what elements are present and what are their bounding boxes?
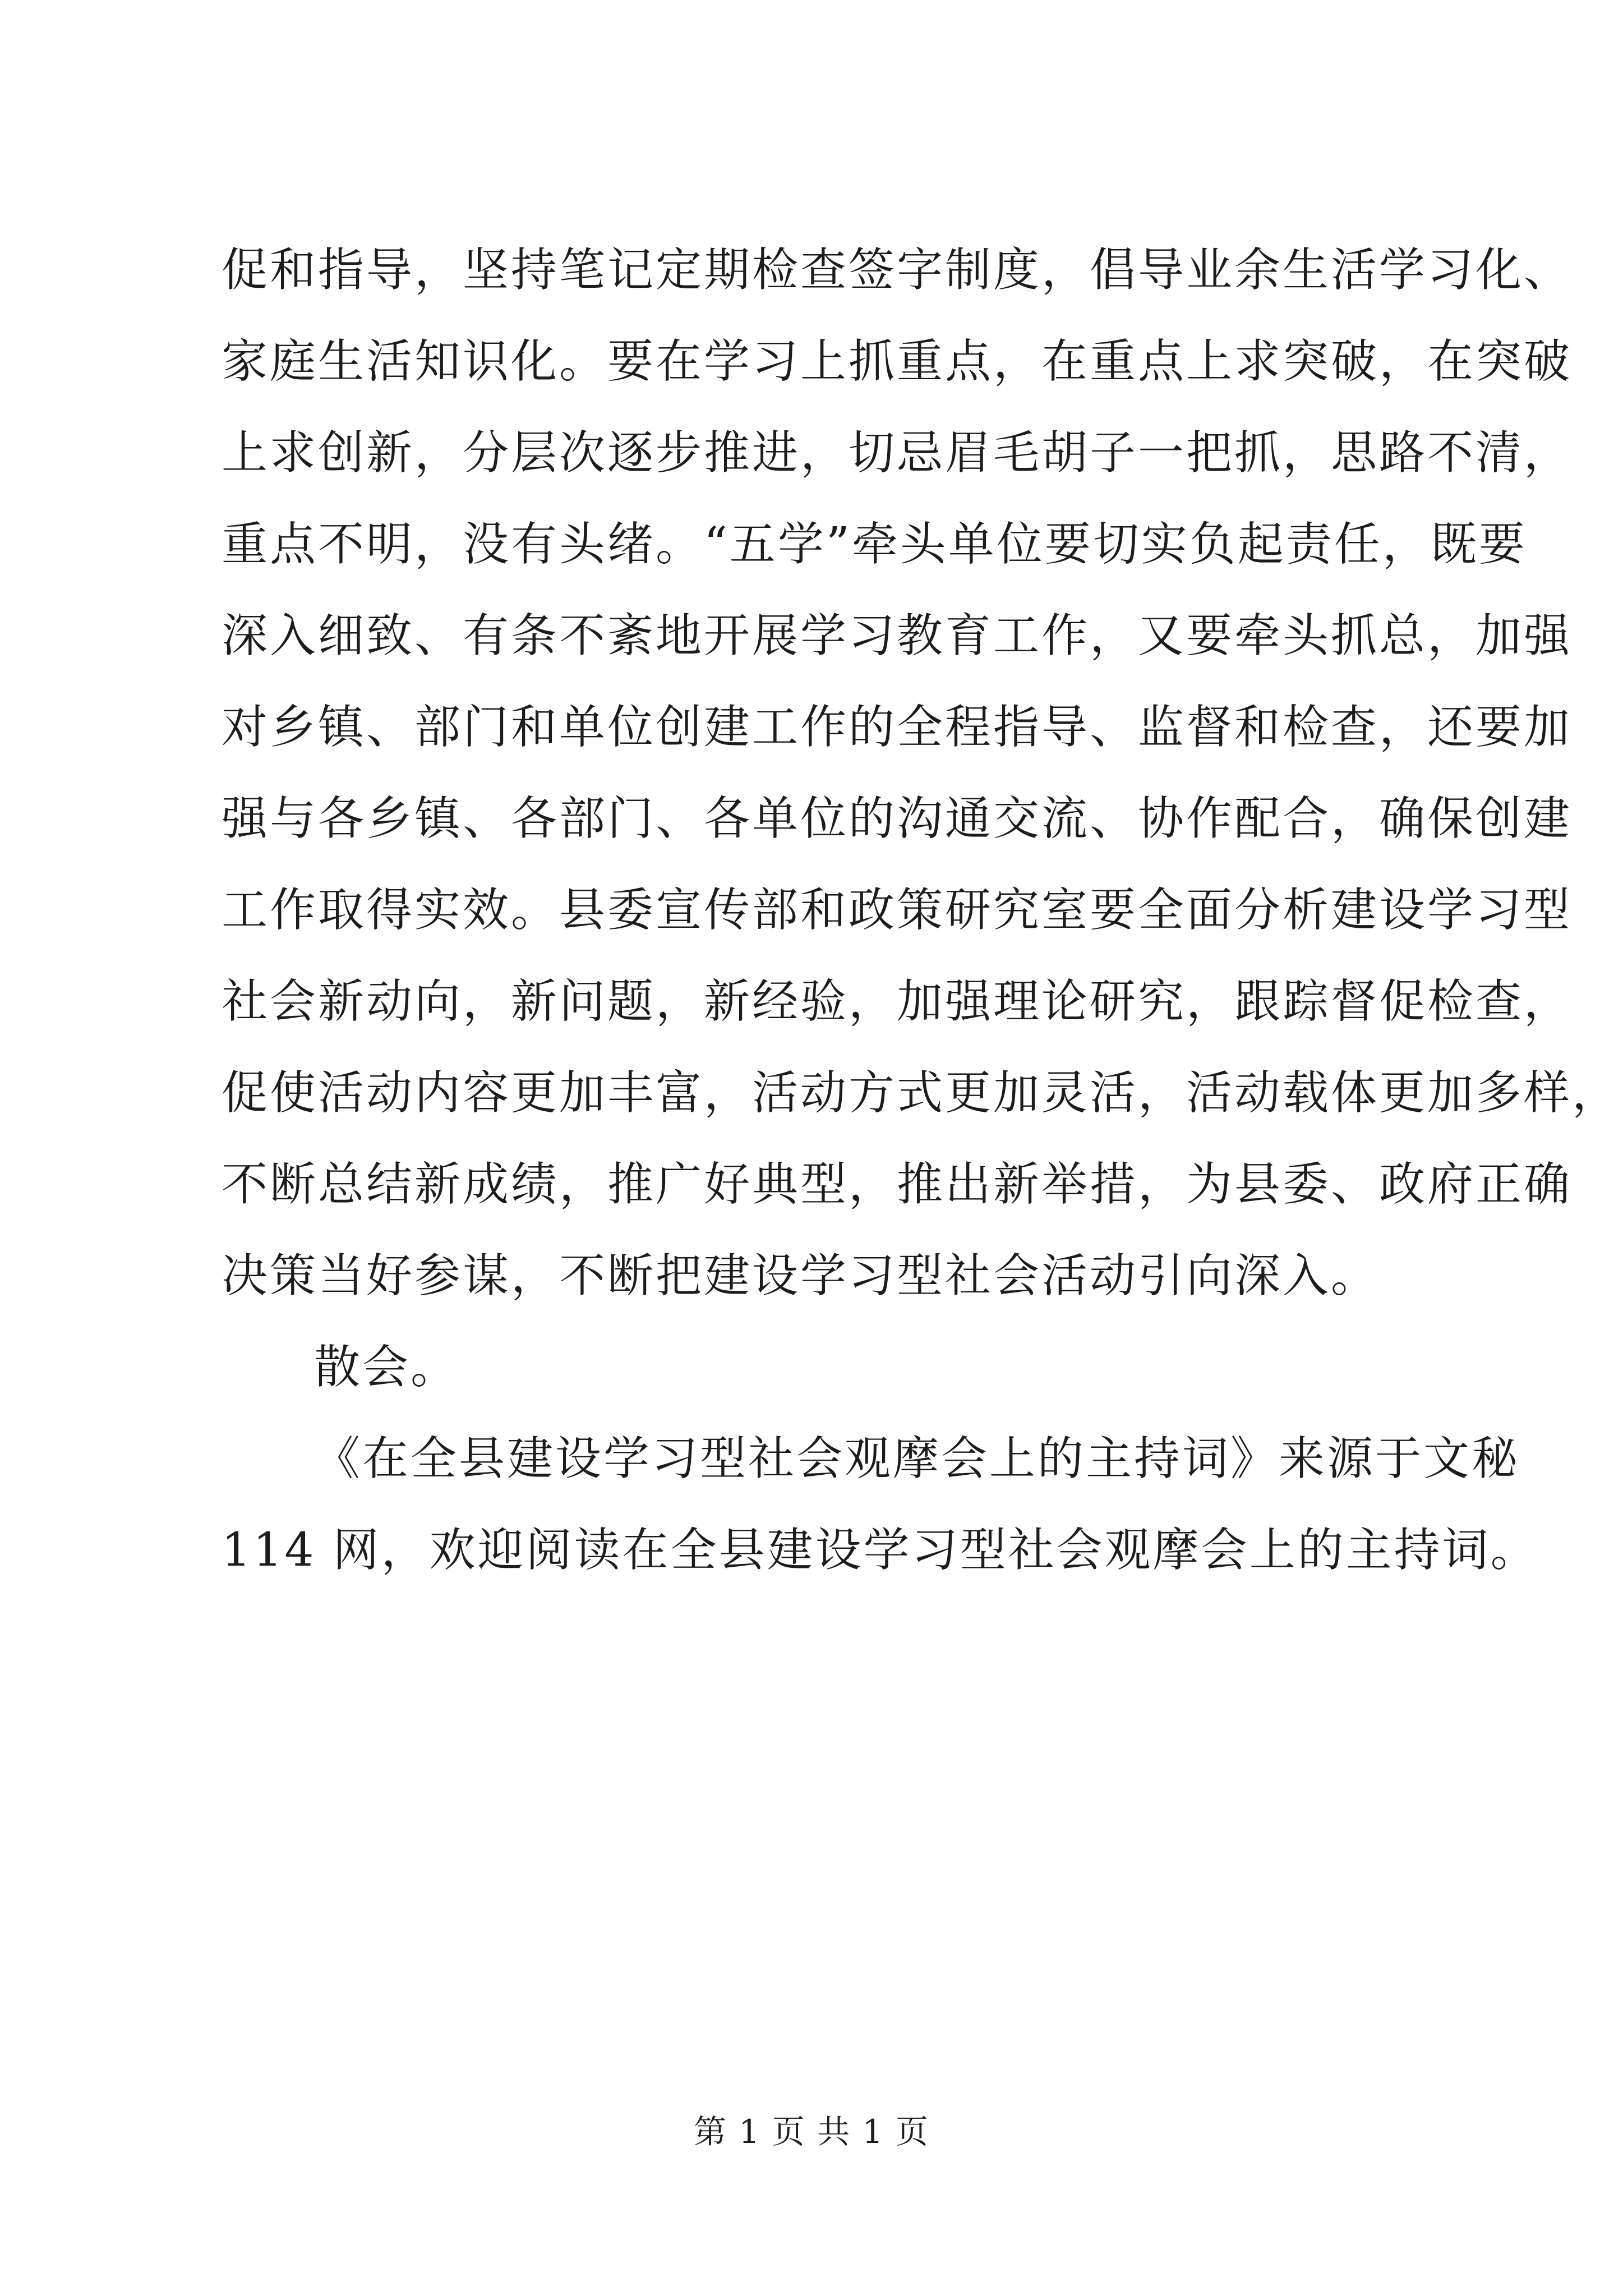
paragraph-1-line-1: 促和指导，坚持笔记定期检查签字制度，倡导业余生活学习化、 (222, 243, 1573, 297)
page-footer: 第 1 页 共 1 页 (694, 2113, 929, 2151)
paragraph-1-line-6: 对乡镇、部门和单位创建工作的全程指导、监督和检查，还要加 (222, 701, 1573, 754)
paragraph-1-line-10: 促使活动内容更加丰富，活动方式更加灵活，活动载体更加多样， (222, 1066, 1621, 1120)
document-body (222, 224, 1621, 1596)
paragraph-1-line-12: 决策当好参谋，不断把建设学习型社会活动引向深入。 (222, 1249, 1380, 1303)
paragraph-1-line-9: 社会新动向，新问题，新经验，加强理论研究，跟踪督促检查， (222, 975, 1573, 1028)
paragraph-1-line-2: 家庭生活知识化。要在学习上抓重点，在重点上求突破，在突破 (222, 335, 1573, 388)
paragraph-1-line-4: 重点不明，没有头绪。“五学”牵头单位要切实负起责任，既要 (222, 518, 1527, 571)
paragraph-3-line-1: 《在全县建设学习型社会观摩会上的主持词》来源于文秘 (314, 1432, 1520, 1485)
paragraph-1-line-7: 强与各乡镇、各部门、各单位的沟通交流、协作配合，确保创建 (222, 792, 1573, 845)
paragraph-1-line-8: 工作取得实效。县委宣传部和政策研究室要全面分析建设学习型 (222, 884, 1573, 937)
paragraph-3-line-2: 114 网，欢迎阅读在全县建设学习型社会观摩会上的主持词。 (222, 1524, 1539, 1577)
paragraph-1-line-3: 上求创新，分层次逐步推进，切忌眉毛胡子一把抓，思路不清， (222, 426, 1573, 480)
paragraph-1-line-11: 不断总结新成绩，推广好典型，推出新举措，为县委、政府正确 (222, 1158, 1573, 1211)
paragraph-2-line-1: 散会。 (314, 1341, 459, 1394)
paragraph-1-line-5: 深入细致、有条不紊地开展学习教育工作，又要牵头抓总，加强 (222, 609, 1573, 662)
